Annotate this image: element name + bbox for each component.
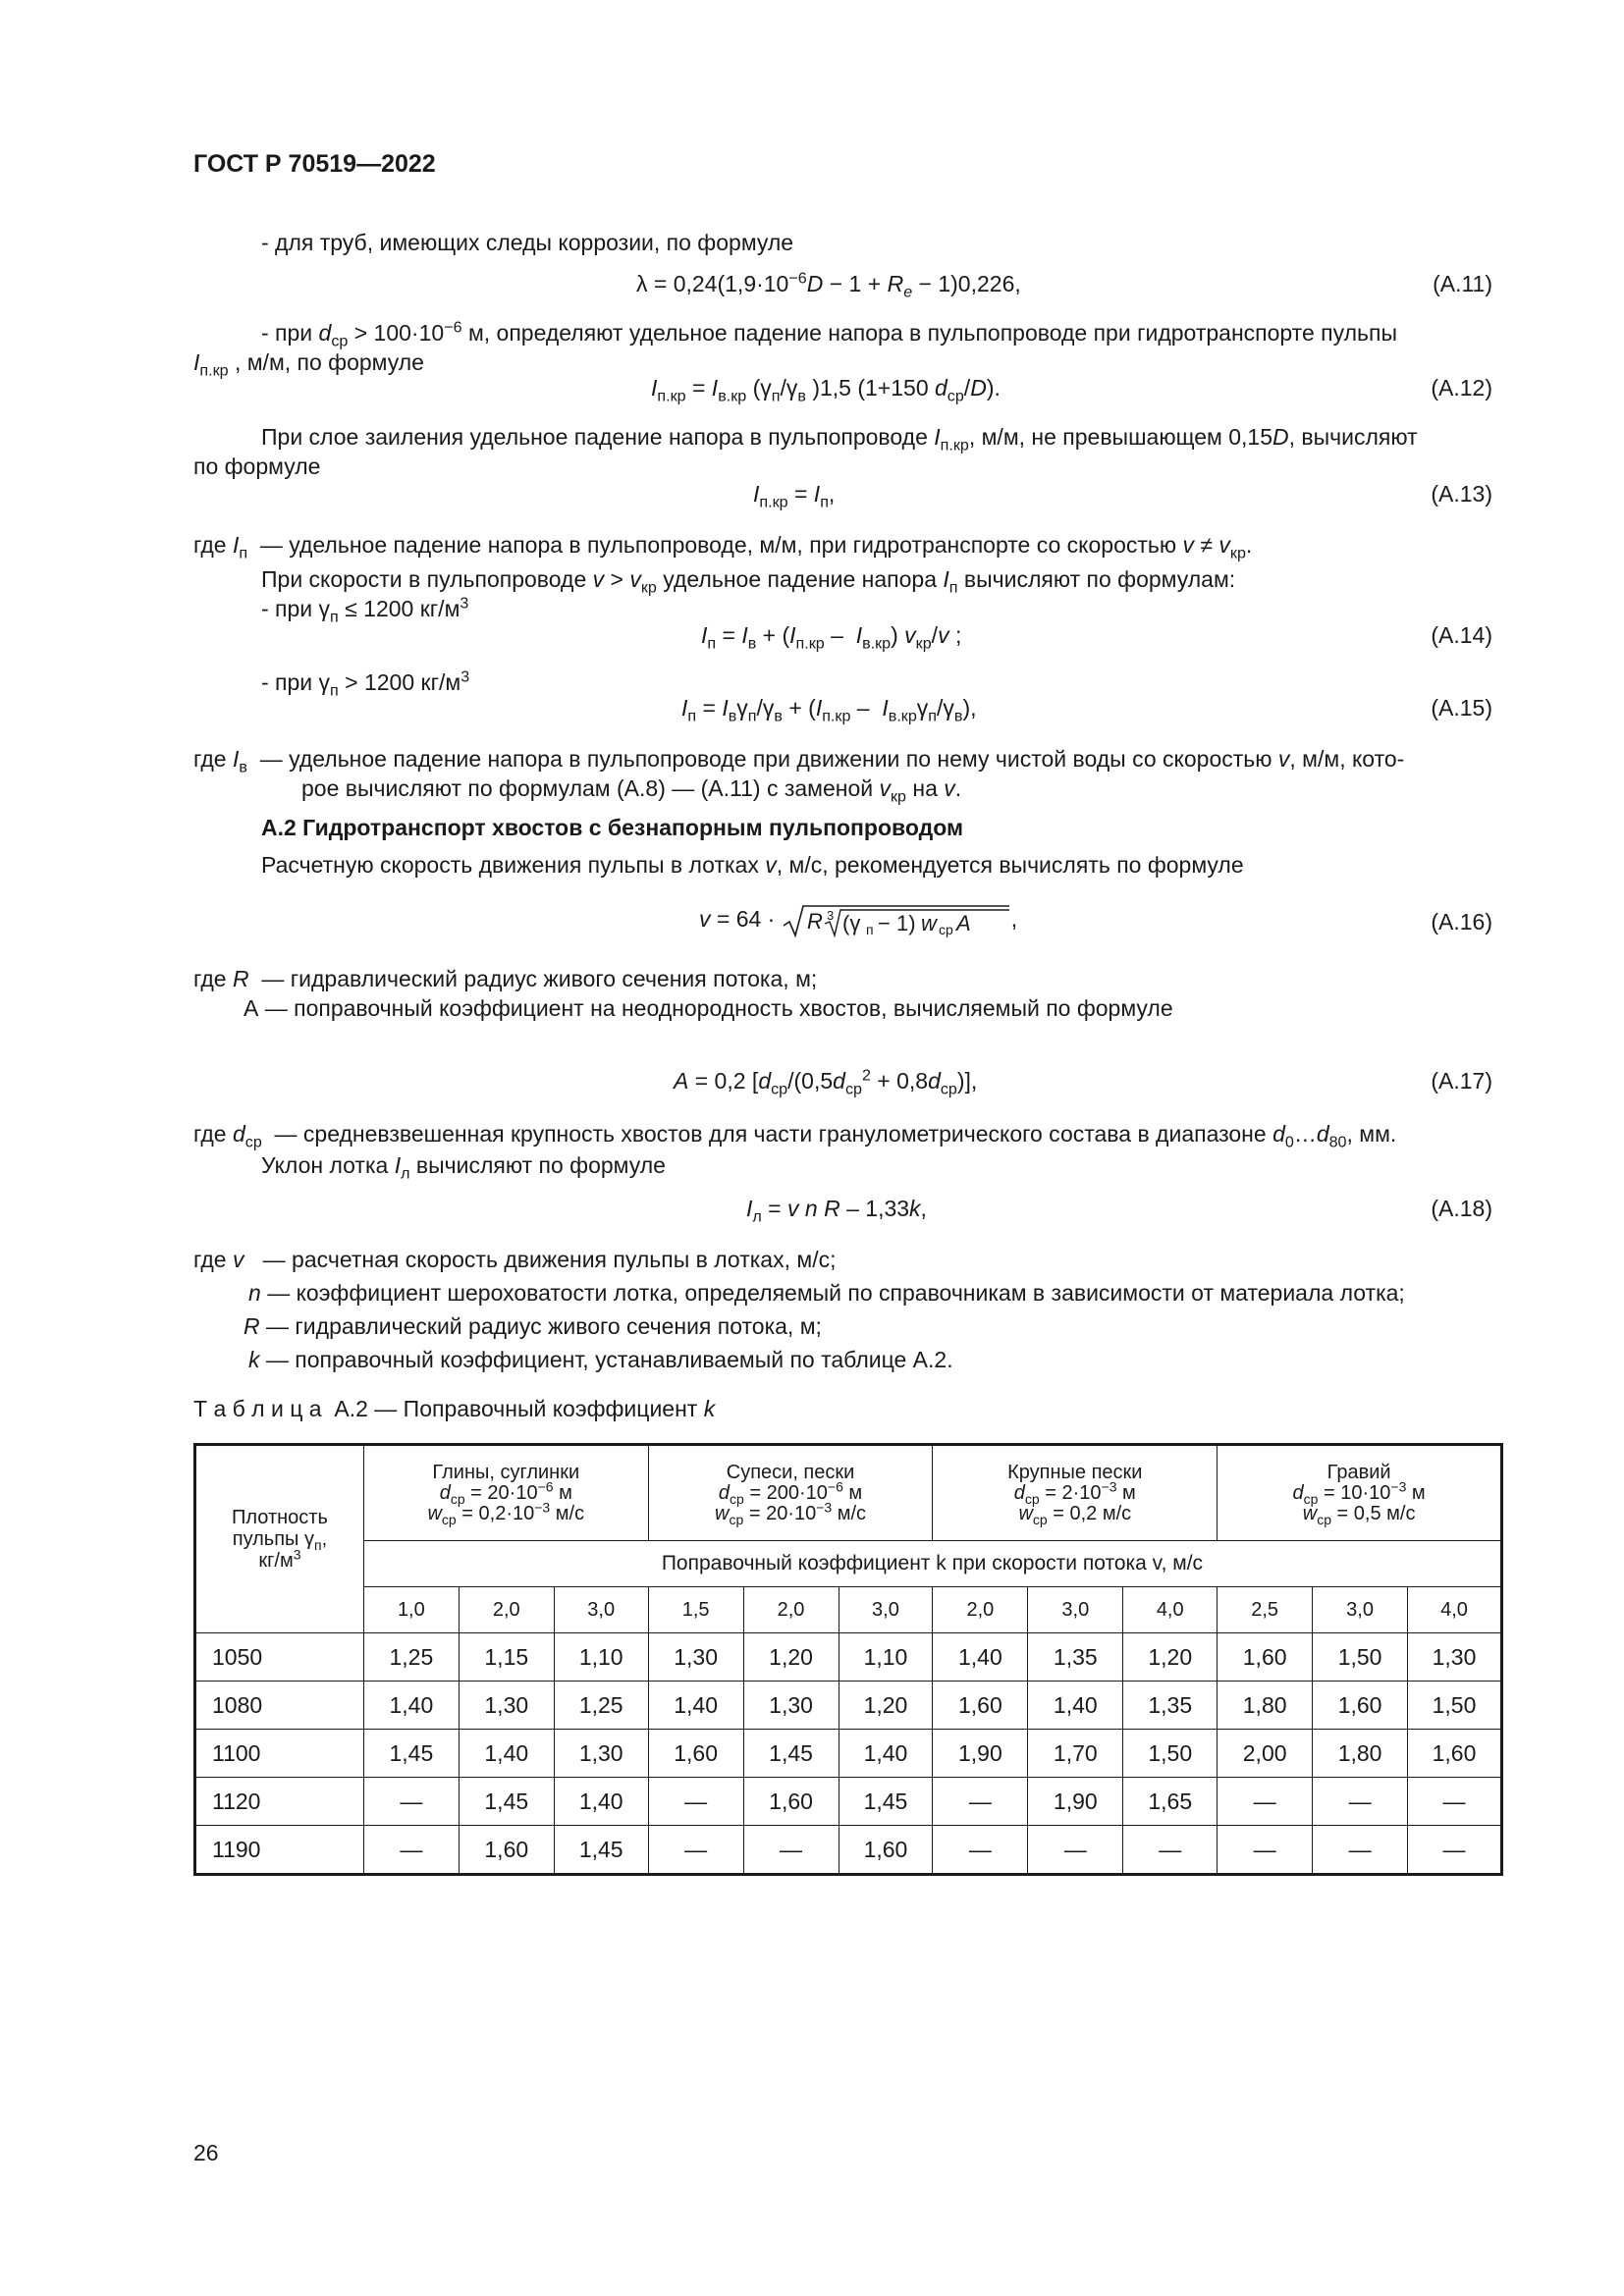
where-iv-line2: рое вычисляют по формулам (А.8) — (А.11) с заменой $v_{кр}$ на v. (301, 775, 962, 806)
formula-a18-number: (А.18) (1431, 1196, 1492, 1221)
coefficient-cell: — (743, 1826, 839, 1875)
coefficient-cell: 1,45 (743, 1730, 839, 1778)
svg-text:(γ: (γ (841, 910, 861, 935)
coefficient-cell: 1,40 (459, 1730, 554, 1778)
coefficient-cell: 1,40 (1028, 1682, 1123, 1730)
speed-cell: 3,0 (839, 1587, 933, 1633)
speed-cell: 3,0 (554, 1587, 648, 1633)
formula-a15: $I_п = I_в\gamma_п/\gamma_в + (I_{п.кр} - I_{в.кр}\gamma_п/\gamma_в)$, (681, 695, 977, 725)
coefficient-cell: — (648, 1778, 743, 1826)
formula-a17: A = 0,2 $[d_{ср}/(0,5d_{ср}^2 + 0,8d_{ср})]$, (674, 1066, 978, 1098)
speed-cell: 3,0 (1313, 1587, 1408, 1633)
coefficient-cell: 1,45 (363, 1730, 459, 1778)
formula-a12: $I_{п.кр} = I_{в.кр}$ ($\gamma_п/\gamma_в$ )1,5 (1+150 $d_{ср}/D$). (651, 375, 1001, 405)
density-cell: 1080 (195, 1682, 364, 1730)
coefficient-cell: — (1028, 1826, 1123, 1875)
formula-a12-number: (А.12) (1431, 375, 1492, 400)
group-header-sandy-loam: Супеси, пески $d_{ср} = 200\cdot 10^{-6}$ м $w_{ср} = 20\cdot 10^{-3}$ м/с (648, 1445, 933, 1541)
coefficient-cell: 1,45 (554, 1826, 648, 1875)
formula-a11: $\lambda = 0,24(1,9\cdot 10^{-6}D - 1 + R_e - 1)0,226$, (636, 269, 1021, 301)
table-row (195, 1826, 1502, 1875)
coefficient-cell: 1,20 (1123, 1633, 1218, 1682)
coefficient-cell: — (363, 1826, 459, 1875)
coefficient-cell: 1,25 (554, 1682, 648, 1730)
speed-cell: 1,5 (648, 1587, 743, 1633)
coefficient-cell: 2,00 (1218, 1730, 1313, 1778)
where-in: где $I_п$ — удельное падение напора в пульпопроводе, м/м, при гидротранспорте со скоростью $v \ne v_{кр}$. (193, 532, 1253, 562)
correction-coefficient-table (193, 1443, 1503, 1876)
coefficient-cell: 1,50 (1123, 1730, 1218, 1778)
where-r: где R — гидравлический радиус живого сечения потока, м; (193, 966, 818, 991)
speed-cell: 2,5 (1218, 1587, 1313, 1633)
coefficient-cell: — (1408, 1826, 1502, 1875)
formula-a16: v = 64 · R 3 (γ п − 1) w ср A , (699, 901, 1017, 939)
coefficient-cell: 1,70 (1028, 1730, 1123, 1778)
group-header-clay: Глины, суглинки $d_{ср} = 20\cdot 10^{-6}$ м $w_{ср} = 0,2\cdot 10^{-3}$ м/с (363, 1445, 648, 1541)
coefficient-cell: 1,25 (363, 1633, 459, 1682)
coefficient-cell: 1,40 (648, 1682, 743, 1730)
formula-a16-number: (А.16) (1431, 909, 1492, 934)
gamma-gt-condition: - при $\gamma_п > 1200$ $кг/м^3$ (261, 667, 470, 700)
coefficient-cell: 1,30 (648, 1633, 743, 1682)
coefficient-cell: 1,30 (743, 1682, 839, 1730)
svg-text:R: R (806, 908, 823, 934)
coefficient-cell: 1,15 (459, 1633, 554, 1682)
coefficient-cell: 1,45 (839, 1778, 933, 1826)
coefficient-cell: 1,90 (1028, 1778, 1123, 1826)
coefficient-cell: — (648, 1826, 743, 1875)
where-k: k — поправочный коэффициент, устанавливаемый по таблице А.2. (248, 1347, 953, 1372)
gamma-le-condition: - при $\gamma_п \le 1200$ $кг/м^3$ (261, 594, 469, 626)
group-header-coarse-sand: Крупные пески $d_{ср} = 2\cdot 10^{-3}$ м $w_{ср} = 0,2$ м/с (933, 1445, 1218, 1541)
coefficient-cell: 1,80 (1218, 1682, 1313, 1730)
density-header: Плотность пульпы $\gamma_п$, $кг/м^3$ (195, 1445, 364, 1633)
svg-text:п: п (865, 921, 874, 937)
coefficient-cell: — (1218, 1826, 1313, 1875)
coefficient-cell: 1,30 (1408, 1633, 1502, 1682)
coefficient-cell: 1,45 (459, 1778, 554, 1826)
calc-speed-intro: Расчетную скорость движения пульпы в лотках v, м/с, рекомендуется вычислять по формуле (261, 852, 1244, 878)
speed-cell: 2,0 (743, 1587, 839, 1633)
svg-text:w: w (920, 910, 937, 935)
coefficient-cell: 1,60 (648, 1730, 743, 1778)
speed-cell: 3,0 (1028, 1587, 1123, 1633)
speed-cell: 4,0 (1123, 1587, 1218, 1633)
coefficient-cell: 1,20 (839, 1682, 933, 1730)
coefficient-cell: 1,10 (554, 1633, 648, 1682)
coefficient-cell: 1,60 (1218, 1633, 1313, 1682)
where-v: где v — расчетная скорость движения пульпы в лотках, м/с; (193, 1247, 837, 1272)
where-a: А — поправочный коэффициент на неоднородность хвостов, вычисляемый по формуле (244, 995, 1173, 1021)
formula-a18: $I_л = v$ n R – 1,33k, (746, 1196, 927, 1226)
coefficient-cell: 1,50 (1313, 1633, 1408, 1682)
coefficient-cell: 1,30 (459, 1682, 554, 1730)
coefficient-cell: 1,40 (839, 1730, 933, 1778)
table-row (195, 1682, 1502, 1730)
silt-paragraph-line2: по формуле (193, 454, 321, 479)
coefficient-cell: 1,60 (459, 1826, 554, 1875)
coefficient-cell: 1,30 (554, 1730, 648, 1778)
coefficient-cell: 1,10 (839, 1633, 933, 1682)
speed-intro: При скорости в пульпопроводе $v > v_{кр}$ удельное падение напора $I_п$ вычисляют по формулам: (261, 566, 1236, 597)
silt-paragraph-line1: При слое заиления удельное падение напора в пульпопроводе $I_{п.кр}$, м/м, не превышающем 0,15D, вычисляют (261, 424, 1418, 454)
svg-text:ср: ср (938, 921, 953, 937)
density-cell: 1050 (195, 1633, 364, 1682)
coefficient-cell: — (363, 1778, 459, 1826)
coefficient-cell: 1,80 (1313, 1730, 1408, 1778)
where-R2: R — гидравлический радиус живого сечения потока, м; (244, 1313, 822, 1339)
table-row (195, 1730, 1502, 1778)
dcp-condition-line2: $I_{п.кр}$ , м/м, по формуле (193, 349, 424, 380)
table-row (195, 1778, 1502, 1826)
root-sign-icon (782, 902, 1011, 939)
coefficient-cell: 1,40 (363, 1682, 459, 1730)
page-number: 26 (193, 2140, 219, 2165)
section-a2-heading: А.2 Гидротранспорт хвостов с безнапорным пульпопроводом (261, 815, 963, 840)
slope-intro: Уклон лотка $I_л$ вычисляют по формуле (261, 1152, 666, 1183)
group-header-gravel: Гравий $d_{ср} = 10\cdot 10^{-3}$ м $w_{ср} = 0,5$ м/с (1218, 1445, 1502, 1541)
coefficient-cell: 1,60 (1408, 1730, 1502, 1778)
coefficient-cell: — (1313, 1826, 1408, 1875)
coefficient-cell: 1,40 (554, 1778, 648, 1826)
density-cell: 1100 (195, 1730, 364, 1778)
speed-cell: 1,0 (363, 1587, 459, 1633)
coefficient-cell: — (1218, 1778, 1313, 1826)
table-row (195, 1633, 1502, 1682)
coefficient-cell: 1,60 (933, 1682, 1028, 1730)
coefficient-cell: 1,60 (839, 1826, 933, 1875)
formula-a13-number: (А.13) (1431, 481, 1492, 507)
formula-a13: $I_{п.кр} = I_п$, (753, 481, 836, 511)
svg-text:3: 3 (826, 907, 834, 923)
coefficient-cell: — (1408, 1778, 1502, 1826)
formula-a14-number: (А.14) (1431, 622, 1492, 648)
coefficient-cell: — (933, 1778, 1028, 1826)
coefficient-cell: 1,65 (1123, 1778, 1218, 1826)
coefficient-cell: 1,20 (743, 1633, 839, 1682)
where-dcp: где $d_{ср}$ — средневзвешенная крупность хвостов для части гранулометрического состава в диапазоне $d_0\dots d_{80}$, мм. (193, 1121, 1397, 1151)
coefficient-cell: 1,35 (1123, 1682, 1218, 1730)
where-n: n — коэффициент шероховатости лотка, определяемый по справочникам в зависимости от материала лотка; (248, 1280, 1405, 1306)
density-cell: 1190 (195, 1826, 364, 1875)
coefficient-cell: 1,90 (933, 1730, 1028, 1778)
density-cell: 1120 (195, 1778, 364, 1826)
document-title: ГОСТ Р 70519—2022 (193, 150, 436, 178)
coefficient-cell: 1,50 (1408, 1682, 1502, 1730)
speed-cell: 2,0 (933, 1587, 1028, 1633)
corrosion-intro: - для труб, имеющих следы коррозии, по формуле (261, 230, 794, 255)
svg-text:− 1): − 1) (877, 910, 916, 935)
coefficient-cell: 1,60 (743, 1778, 839, 1826)
formula-a17-number: (А.17) (1431, 1068, 1492, 1094)
where-iv-line1: где $I_в$ — удельное падение напора в пульпопроводе при движении по нему чистой воды со скоростью v, м/м, кото- (193, 746, 1405, 776)
table-caption: Т а б л и ц а А.2 — Поправочный коэффициент k (193, 1396, 716, 1421)
coefficient-cell: — (933, 1826, 1028, 1875)
coefficient-subheader: Поправочный коэффициент k при скорости потока v, м/с (363, 1541, 1501, 1587)
svg-text:A: A (955, 910, 971, 935)
coefficient-cell: — (1123, 1826, 1218, 1875)
dcp-condition-line1: - при $d_{ср} > 100\cdot 10^{-6}$ м, определяют удельное падение напора в пульпопроводе при гидротранспорте пульпы (261, 318, 1397, 350)
speed-cell: 4,0 (1408, 1587, 1502, 1633)
formula-a11-number: (А.11) (1433, 271, 1492, 296)
coefficient-cell: 1,40 (933, 1633, 1028, 1682)
speed-cell: 2,0 (459, 1587, 554, 1633)
coefficient-cell: — (1313, 1778, 1408, 1826)
coefficient-cell: 1,60 (1313, 1682, 1408, 1730)
formula-a15-number: (А.15) (1431, 695, 1492, 721)
formula-a14: $I_п = I_в + (I_{п.кр} - I_{в.кр})$ $v_{кр}/v$ ; (701, 622, 962, 653)
coefficient-cell: 1,35 (1028, 1633, 1123, 1682)
